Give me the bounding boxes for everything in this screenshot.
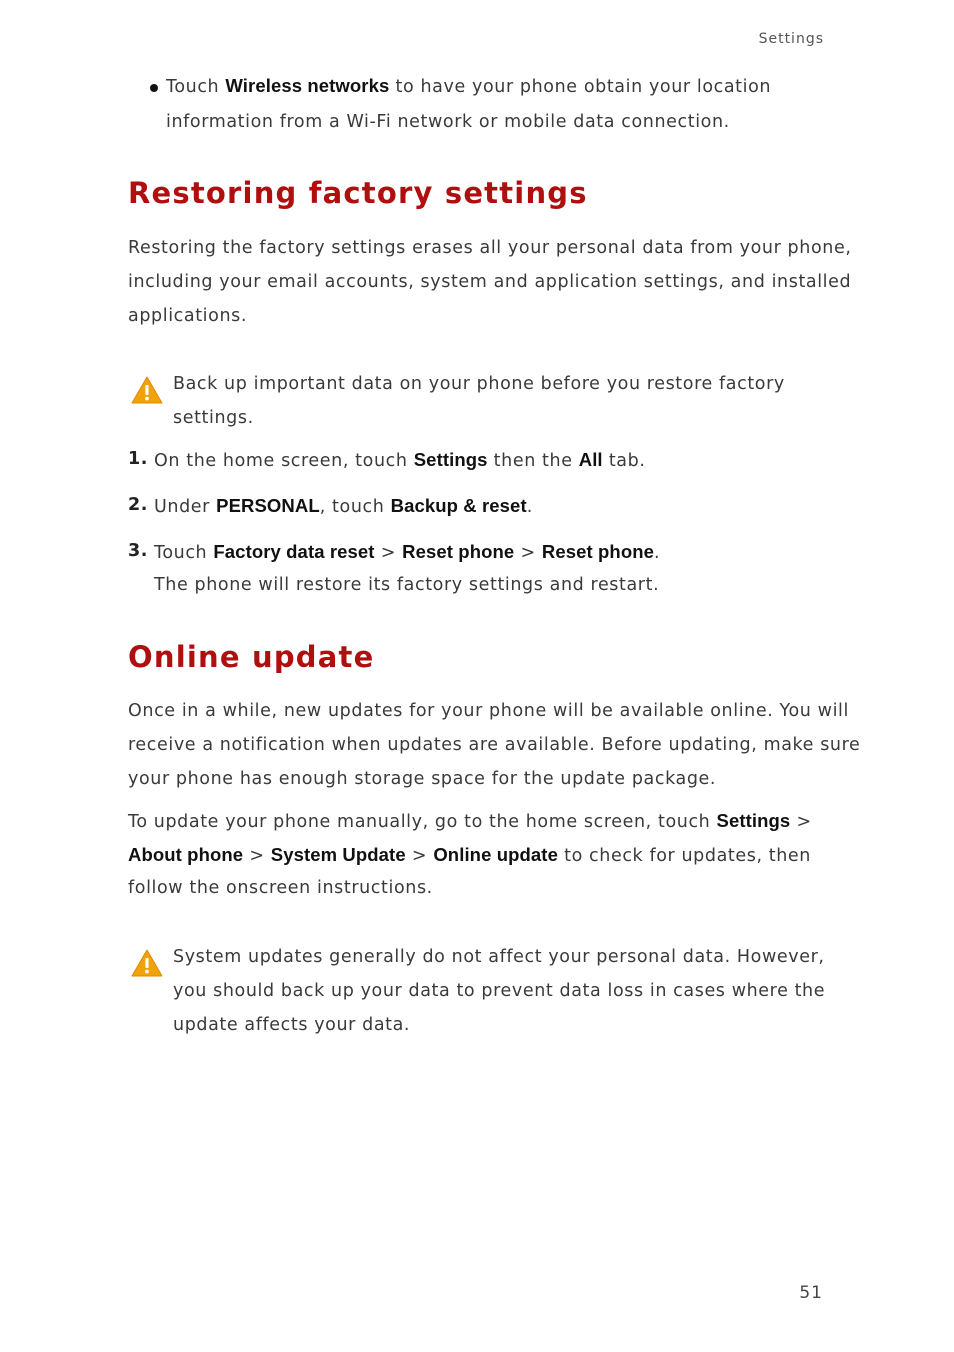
restore-intro-line-2: including your email accounts, system and application settings, and installed <box>128 272 852 292</box>
update-manual-line-2 <box>128 844 811 866</box>
warning-icon <box>131 949 163 977</box>
update-warning-line-2: you should back up your data to prevent data loss in cases where the <box>173 981 826 1001</box>
backup-reset-term: Backup & reset <box>390 495 527 516</box>
warning-icon <box>131 376 163 404</box>
step-text: Under <box>154 497 217 517</box>
bullet-text-line-2: information from a Wi-Fi network or mobile data connection. <box>166 112 730 132</box>
step-3-note: The phone will restore its factory settings and restart. <box>154 575 660 595</box>
update-intro-line-1: Once in a while, new updates for your phone will be available online. You will <box>128 701 849 721</box>
step-1 <box>154 449 646 471</box>
restore-heading: Restoring factory settings <box>128 176 588 210</box>
wireless-networks-term: Wireless networks <box>225 75 390 96</box>
personal-term: PERSONAL <box>216 495 320 516</box>
manual-text: To update your phone manually, go to the home screen, touch <box>128 812 717 832</box>
update-warning-line-1: System updates generally do not affect your personal data. However, <box>173 947 825 967</box>
all-tab-term: All <box>578 449 603 470</box>
running-header: Settings <box>758 31 824 47</box>
path-separator: > <box>514 543 542 563</box>
bullet-text: Touch <box>166 77 226 97</box>
bullet-text: to have your phone obtain your location <box>389 77 772 97</box>
path-separator: > <box>790 812 812 832</box>
step-2 <box>154 495 533 517</box>
step-text: . <box>654 543 661 563</box>
page-number: 51 <box>799 1283 823 1303</box>
restore-warning-line-1: Back up important data on your phone before you restore factory <box>173 374 785 394</box>
settings-term: Settings <box>413 449 488 470</box>
online-update-term: Online update <box>433 844 558 865</box>
bullet-dot-icon <box>150 84 158 92</box>
update-manual-line-3: follow the onscreen instructions. <box>128 878 433 898</box>
bullet-text-line-1 <box>166 75 771 97</box>
factory-data-reset-term: Factory data reset <box>213 541 375 562</box>
update-intro-line-3: your phone has enough storage space for the update package. <box>128 769 717 789</box>
step-text: On the home screen, touch <box>154 451 414 471</box>
step-text: , touch <box>319 497 391 517</box>
restore-intro-line-1: Restoring the factory settings erases all your personal data from your phone, <box>128 238 852 258</box>
step-text: then the <box>487 451 579 471</box>
settings-term: Settings <box>716 810 791 831</box>
path-separator: > <box>405 846 434 866</box>
path-separator: > <box>374 543 403 563</box>
manual-text: to check for updates, then <box>557 846 811 866</box>
online-update-heading: Online update <box>128 640 375 674</box>
step-number: 2. <box>128 495 149 515</box>
update-manual-line-1 <box>128 810 812 832</box>
restore-intro-line-3: applications. <box>128 306 248 326</box>
reset-phone-confirm-term: Reset phone <box>541 541 655 562</box>
step-text: Touch <box>154 543 214 563</box>
reset-phone-term: Reset phone <box>402 541 515 562</box>
step-3 <box>154 541 660 563</box>
step-text: . <box>526 497 533 517</box>
step-text: tab. <box>602 451 646 471</box>
update-intro-line-2: receive a notification when updates are available. Before updating, make sure <box>128 735 861 755</box>
system-update-term: System Update <box>270 844 406 865</box>
path-separator: > <box>243 846 271 866</box>
step-number: 3. <box>128 541 149 561</box>
step-number: 1. <box>128 449 149 469</box>
update-warning-line-3: update affects your data. <box>173 1015 411 1035</box>
restore-warning-line-2: settings. <box>173 408 254 428</box>
about-phone-term: About phone <box>128 844 244 865</box>
